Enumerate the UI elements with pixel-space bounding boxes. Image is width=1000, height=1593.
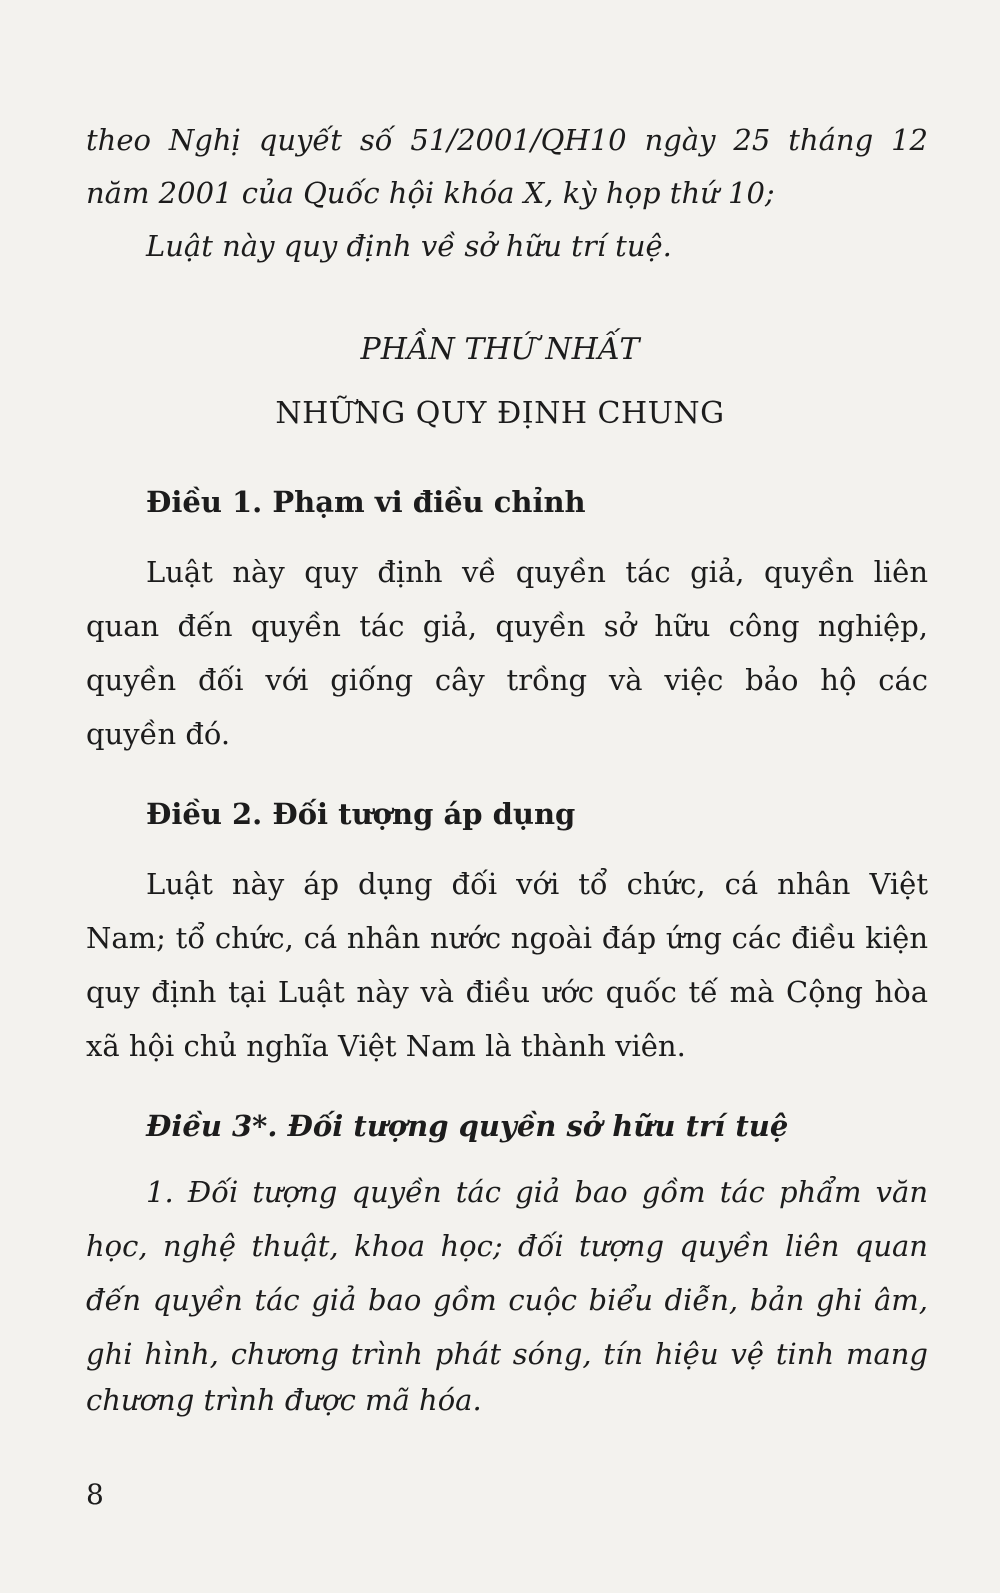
article-3-heading: Điều 3*. Đối tượng quyền sở hữu trí tuệ [146,1109,789,1143]
article-1-heading: Điều 1. Phạm vi điều chỉnh [146,485,586,519]
article-2-line-4: xã hội chủ nghĩa Việt Nam là thành viên. [86,1029,686,1063]
article-3-line-3: đến quyền tác giả bao gồm cuộc biểu diễn, bản ghi âm, [86,1283,928,1317]
intro-line-1: theo Nghị quyết số 51/2001/QH10 ngày 25 tháng 12 [86,123,928,157]
article-3-line-2: học, nghệ thuật, khoa học; đối tượng quyền liên quan [86,1229,928,1263]
intro-line-2: năm 2001 của Quốc hội khóa X, kỳ họp thứ 10; [86,176,775,210]
article-2-line-3: quy định tại Luật này và điều ước quốc tế mà Cộng hòa [86,975,928,1009]
part-subtitle: NHỮNG QUY ĐỊNH CHUNG [275,396,725,431]
article-3-line-4: ghi hình, chương trình phát sóng, tín hiệu vệ tinh mang [86,1337,928,1371]
article-1-line-1: Luật này quy định về quyền tác giả, quyền liên [146,555,928,589]
page-number: 8 [86,1478,104,1511]
article-3-line-1: 1. Đối tượng quyền tác giả bao gồm tác phẩm văn [146,1175,928,1209]
article-1-line-3: quyền đối với giống cây trồng và việc bảo hộ các [86,663,928,697]
article-2-heading: Điều 2. Đối tượng áp dụng [146,797,576,831]
intro-line-3: Luật này quy định về sở hữu trí tuệ. [146,229,672,263]
article-2-line-1: Luật này áp dụng đối với tổ chức, cá nhân Việt [146,867,928,901]
article-2-line-2: Nam; tổ chức, cá nhân nước ngoài đáp ứng các điều kiện [86,921,928,955]
article-3-line-5: chương trình được mã hóa. [86,1383,482,1417]
article-1-line-4: quyền đó. [86,717,231,751]
article-1-line-2: quan đến quyền tác giả, quyền sở hữu công nghiệp, [86,609,928,643]
part-title: PHẦN THỨ NHẤT [360,332,640,367]
